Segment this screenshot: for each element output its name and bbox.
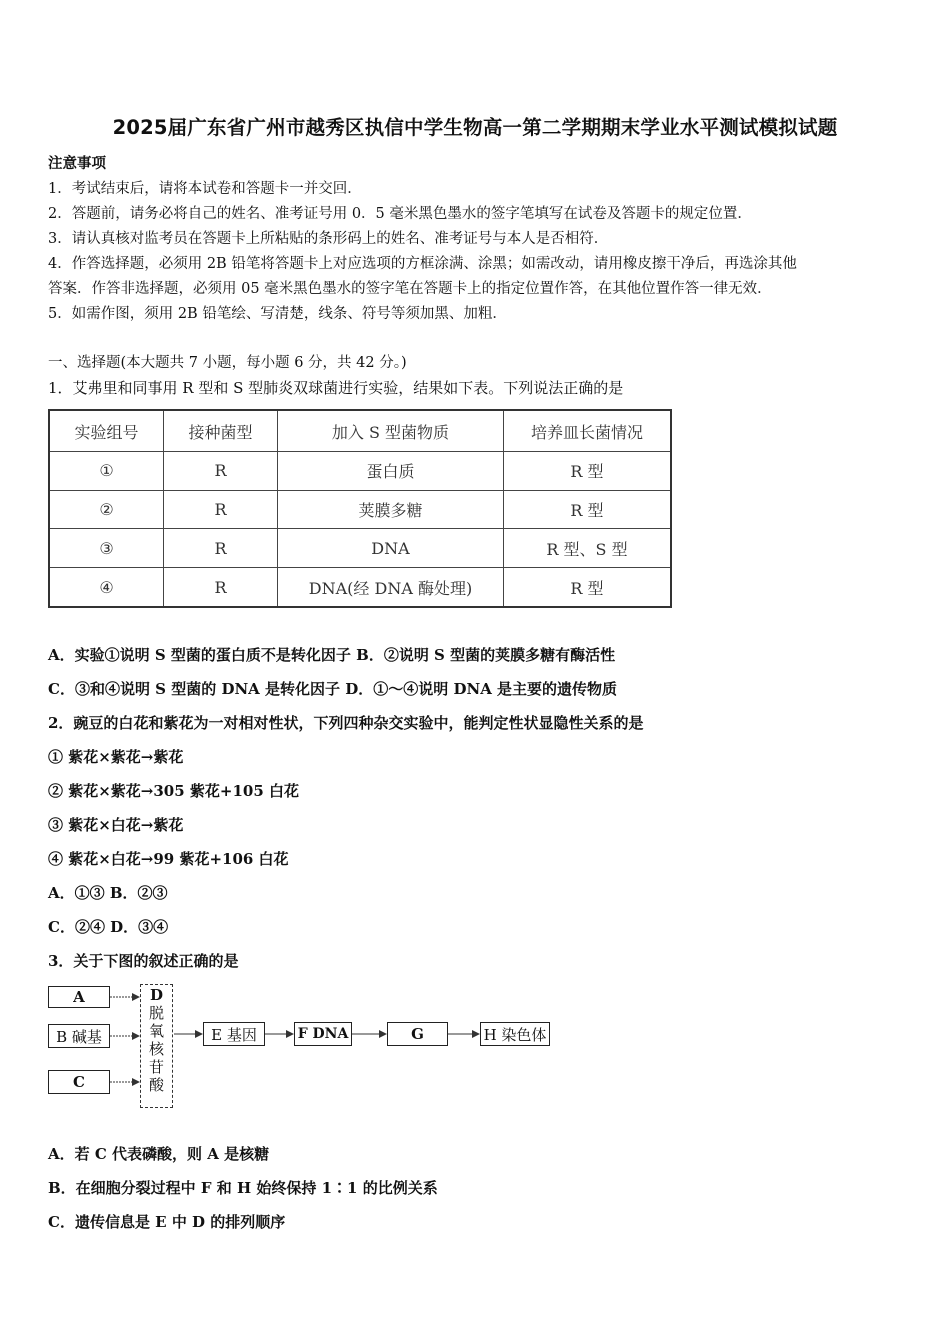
table-header: 加入 S 型菌物质 (278, 410, 504, 452)
notice-heading: 注意事项 (48, 155, 106, 172)
notice-item: 3．请认真核对监考员在答题卡上所粘贴的条形码上的姓名、准考证号与本人是否相符． (48, 231, 609, 247)
table-cell: 蛋白质 (278, 452, 504, 491)
box-f: F DNA (294, 1022, 352, 1046)
table-cell: ① (49, 452, 164, 491)
box-d-char: 酸 (148, 1076, 164, 1094)
table-cell: ③ (49, 529, 164, 568)
box-d (140, 984, 173, 1108)
box-h: H 染色体 (480, 1022, 550, 1046)
table-cell: R 型 (504, 452, 672, 491)
cross-item: ① 紫花×紫花→紫花 (48, 748, 184, 766)
table-cell: R (164, 452, 278, 491)
table-cell: ② (49, 490, 164, 529)
question-3-stem: 3．关于下图的叙述正确的是 (48, 952, 239, 970)
table-cell: R 型 (504, 490, 672, 529)
question-3-option: B．在细胞分裂过程中 F 和 H 始终保持 1∶1 的比例关系 (48, 1179, 438, 1197)
question-1-options-ab: A．实验①说明 S 型菌的蛋白质不是转化因子 B．②说明 S 型菌的荚膜多糖有酶活性 (48, 646, 616, 664)
question-3-option: A．若 C 代表磷酸，则 A 是核糖 (48, 1145, 270, 1163)
cross-item: ② 紫花×紫花→305 紫花+105 白花 (48, 782, 299, 800)
page-title: 2025届广东省广州市越秀区执信中学生物高一第二学期期末学业水平测试模拟试题 (112, 116, 838, 139)
cross-item: ③ 紫花×白花→紫花 (48, 816, 184, 834)
notice-item: 1．考试结束后，请将本试卷和答题卡一并交回． (48, 181, 362, 197)
table-cell: R (164, 490, 278, 529)
question-1-options-cd: C．③和④说明 S 型菌的 DNA 是转化因子 D．①～④说明 DNA 是主要的遗传物质 (48, 680, 618, 698)
box-d-char: D (149, 986, 163, 1004)
table-cell: 荚膜多糖 (278, 490, 504, 529)
table-cell: DNA(经 DNA 酶处理) (278, 568, 504, 607)
table-header: 实验组号 (49, 410, 164, 452)
table-cell: R 型、S 型 (504, 529, 672, 568)
box-a: A (48, 986, 110, 1008)
table-cell: R (164, 568, 278, 607)
section-heading: 一、选择题(本大题共 7 小题，每小题 6 分，共 42 分。) (48, 355, 407, 371)
question-2-options-ab: A．①③ B．②③ (48, 884, 168, 902)
box-d-char: 苷 (148, 1058, 164, 1076)
table-cell: R (164, 529, 278, 568)
box-d-char: 脱 (148, 1004, 164, 1022)
question-1-stem: 1．艾弗里和同事用 R 型和 S 型肺炎双球菌进行实验，结果如下表。下列说法正确的是 (48, 379, 624, 397)
box-c: C (48, 1070, 110, 1094)
table-header: 培养皿长菌情况 (504, 410, 672, 452)
question-2-stem: 2．豌豆的白花和紫花为一对相对性状，下列四种杂交实验中，能判定性状显隐性关系的是 (48, 714, 644, 732)
box-d-char: 氧 (148, 1022, 164, 1040)
cross-item: ④ 紫花×白花→99 紫花+106 白花 (48, 850, 289, 868)
box-b: B 碱基 (48, 1024, 110, 1048)
notice-item: 2．答题前，请务必将自己的姓名、准考证号用 0．5 毫米黑色墨水的签字笔填写在试卷及答题卡的规定位置． (48, 206, 752, 222)
table-header: 接种菌型 (164, 410, 278, 452)
box-e: E 基因 (203, 1022, 265, 1046)
table-cell: ④ (49, 568, 164, 607)
notice-item: 4．作答选择题，必须用 2B 铅笔将答题卡上对应选项的方框涂满、涂黑；如需改动，请用橡皮擦干净后，再选涂其他 (48, 256, 797, 272)
table-cell: DNA (278, 529, 504, 568)
question-3-option: C．遗传信息是 E 中 D 的排列顺序 (48, 1213, 286, 1231)
question-2-options-cd: C．②④ D．③④ (48, 918, 169, 936)
box-g: G (387, 1022, 448, 1046)
notice-item: 答案．作答非选择题，必须用 05 毫米黑色墨水的签字笔在答题卡上的指定位置作答，在其他位置作答一律无效． (48, 281, 772, 297)
notice-item: 5．如需作图，须用 2B 铅笔绘、写清楚，线条、符号等须加黑、加粗． (48, 306, 507, 322)
box-d-char: 核 (148, 1040, 164, 1058)
table-cell: R 型 (504, 568, 672, 607)
